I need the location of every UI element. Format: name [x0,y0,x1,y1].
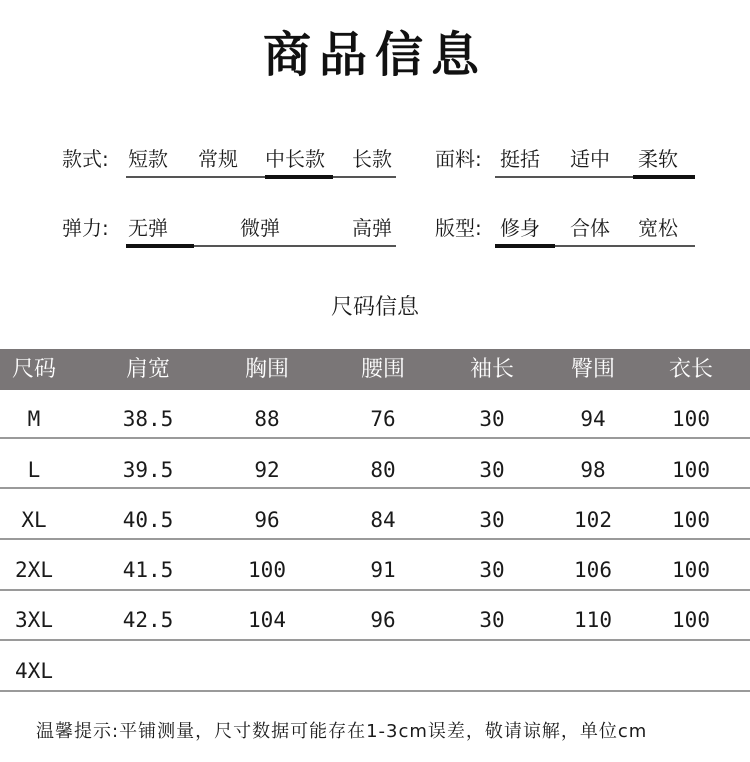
cell-waist: 76 [370,407,396,431]
header-waist: 腰围 [360,357,405,382]
cell-waist: 80 [370,458,396,482]
stretch-option-slight: 微弹 [240,216,280,240]
header-shoulder: 肩宽 [125,357,170,382]
fit-attribute-row [435,214,705,254]
cell-size: 2XL [15,558,53,582]
fit-label: 版型: [435,216,482,240]
cell-hip: 102 [574,508,612,532]
fit-selected-indicator [495,244,555,248]
cell-chest: 92 [254,458,280,482]
cell-sleeve: 30 [479,608,505,632]
footer-note: 温馨提示:平铺测量，尺寸数据可能存在1-3cm误差，敬请谅解，单位cm [36,721,648,742]
style-selected-indicator [265,175,333,179]
fabric-attribute-row [435,145,705,185]
cell-sleeve: 30 [479,508,505,532]
header-sleeve: 袖长 [469,357,514,382]
cell-shoulder: 41.5 [122,558,174,582]
cell-length: 100 [672,508,710,532]
cell-shoulder: 39.5 [122,458,174,482]
style-option-regular: 常规 [198,147,238,171]
cell-size: L [27,458,41,482]
table-row-divider [0,639,750,641]
table-row-divider [0,589,750,591]
cell-size: XL [21,508,47,532]
table-row-divider [0,487,750,489]
cell-size: 4XL [15,659,53,683]
cell-waist: 96 [370,608,396,632]
header-hip: 臀围 [570,357,615,382]
cell-length: 100 [672,458,710,482]
style-underline [126,176,396,178]
cell-length: 100 [672,407,710,431]
style-label: 款式: [62,147,109,171]
cell-length: 100 [672,558,710,582]
cell-shoulder: 38.5 [122,407,174,431]
cell-hip: 106 [574,558,612,582]
size-section-title: 尺码信息 [330,295,419,320]
header-chest: 胸围 [244,357,289,382]
cell-sleeve: 30 [479,558,505,582]
cell-chest: 96 [254,508,280,532]
cell-chest: 88 [254,407,280,431]
stretch-option-high: 高弹 [352,216,392,240]
cell-hip: 98 [580,458,606,482]
fabric-option-soft: 柔软 [638,147,678,171]
cell-sleeve: 30 [479,407,505,431]
cell-waist: 91 [370,558,396,582]
stretch-option-none: 无弹 [128,216,168,240]
page-title: 商品信息 [262,27,487,83]
cell-size: M [27,407,41,431]
fit-option-regular: 合体 [570,216,610,240]
cell-size: 3XL [15,608,53,632]
cell-shoulder: 42.5 [122,608,174,632]
stretch-attribute-row [62,214,402,254]
style-option-midlength: 中长款 [265,147,325,171]
stretch-selected-indicator [126,244,194,248]
cell-length: 100 [672,608,710,632]
cell-sleeve: 30 [479,458,505,482]
fit-option-slim: 修身 [500,216,540,240]
table-row-divider [0,690,750,692]
cell-waist: 84 [370,508,396,532]
style-attribute-row [62,145,402,185]
fabric-selected-indicator [633,175,695,179]
table-row-divider [0,538,750,540]
header-length: 衣长 [668,357,713,382]
style-option-short: 短款 [128,147,168,171]
size-table-header [0,349,750,390]
table-row-divider [0,437,750,439]
header-size: 尺码 [11,357,56,382]
cell-hip: 110 [574,608,612,632]
fabric-label: 面料: [435,147,482,171]
stretch-label: 弹力: [62,216,109,240]
cell-chest: 100 [248,558,286,582]
fabric-option-crisp: 挺括 [500,147,540,171]
fabric-option-moderate: 适中 [570,147,610,171]
cell-hip: 94 [580,407,606,431]
style-option-long: 长款 [352,147,392,171]
cell-shoulder: 40.5 [122,508,174,532]
fit-option-loose: 宽松 [638,216,678,240]
cell-chest: 104 [248,608,286,632]
